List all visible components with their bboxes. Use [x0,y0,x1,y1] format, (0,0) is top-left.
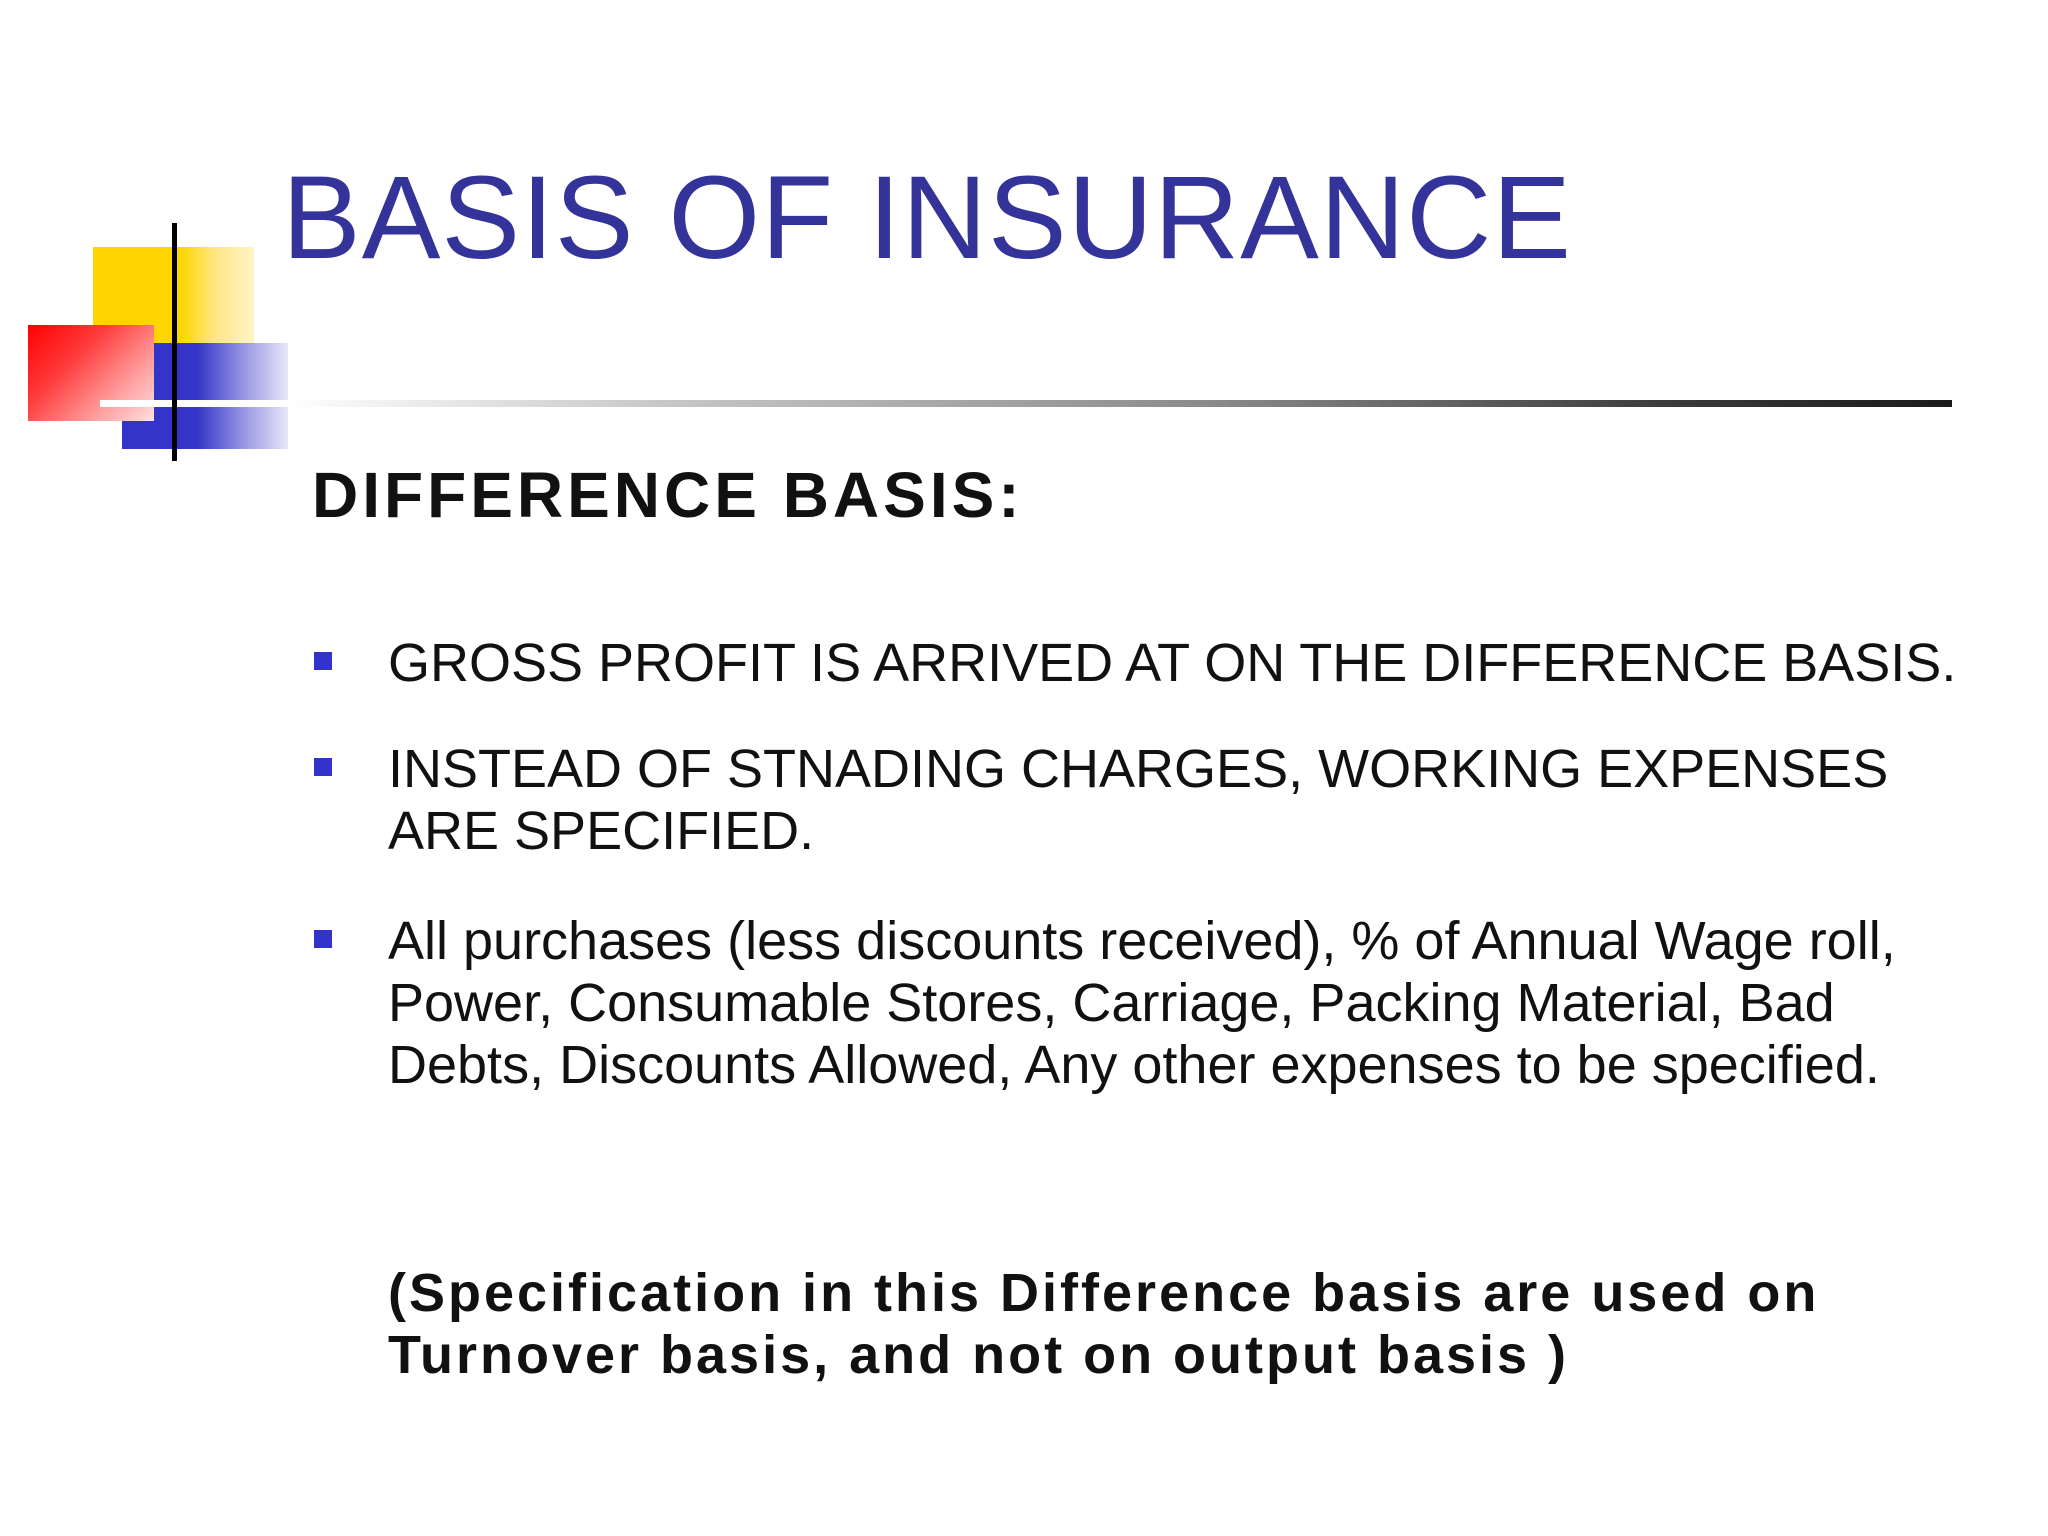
slide-title: BASIS OF INSURANCE [282,152,1573,284]
bullet-item [312,738,1962,862]
bullet-text: INSTEAD OF STNADING CHARGES, WORKING EXPENSES ARE SPECIFIED. [388,739,1889,861]
bullet-text: GROSS PROFIT IS ARRIVED AT ON THE DIFFERENCE BASIS. [388,633,1957,693]
section-heading: DIFFERENCE BASIS: [312,459,1024,531]
title-divider-rule [100,400,1952,407]
square-bullet-icon [314,652,332,670]
square-bullet-icon [314,758,332,776]
bullet-item [312,632,1962,694]
decorative-vertical-line [172,223,177,461]
bullet-list [312,632,1962,1132]
bullet-item [312,910,1962,1096]
specification-note: (Specification in this Difference basis are used on Turnover basis, and not on output basis ) [388,1263,1820,1385]
square-bullet-icon [314,930,332,948]
bullet-text: All purchases (less discounts received), % of Annual Wage roll, Power, Consumable Stores, Carriage, Packing Material, Bad Debts, Discounts Allowed, Any other expenses to be specified. [388,911,1896,1095]
